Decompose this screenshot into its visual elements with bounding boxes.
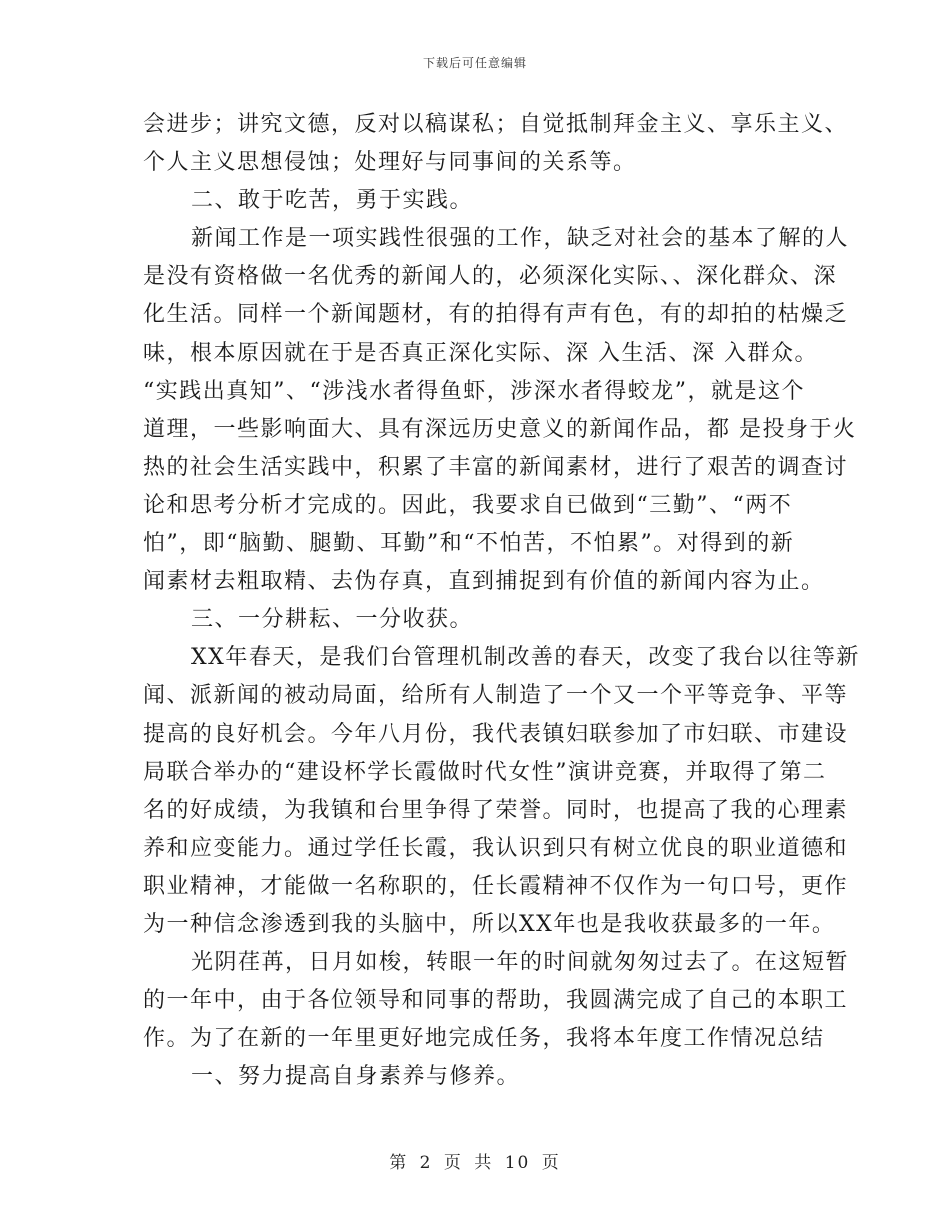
text-line: 提高的良好机会。今年八月份，我代表镇妇联参加了市妇联、市建设 bbox=[143, 721, 849, 747]
text-line: 养和应变能力。通过学任长霞，我认识到只有树立优良的职业道德和 bbox=[143, 835, 849, 861]
text-line: 个人主义思想侵蚀；处理好与同事间的关系等。 bbox=[143, 150, 637, 176]
text-line: 局联合举办的“建设杯学长霞做时代女性”演讲竞赛，并取得了第二 bbox=[143, 759, 827, 785]
text-line: 论和思考分析才完成的。因此，我要求自已做到“三勤”、“两不 bbox=[143, 492, 793, 518]
text-line: 名的好成绩，为我镇和台里争得了荣誉。同时，也提高了我的心理素 bbox=[143, 797, 849, 823]
text-line: 新闻工作是一项实践性很强的工作，缺乏对社会的基本了解的人 bbox=[191, 226, 850, 252]
text-line: 一、努力提高自身素养与修养。 bbox=[191, 1064, 521, 1090]
text-line: 味，根本原因就在于是否真正深化实际、深 入生活、深 入群众。 bbox=[143, 340, 818, 366]
text-line: 怕”，即“脑勤、腿勤、耳勤”和“不怕苦，不怕累”。对得到的新 bbox=[143, 531, 795, 557]
text-line: 是没有资格做一名优秀的新闻人的，必须深化实际、、深化群众、深 bbox=[143, 264, 838, 290]
text-line: 闻素材去粗取精、去伪存真，直到捕捉到有价值的新闻内容为止。 bbox=[143, 569, 825, 595]
text-line: XX年春天，是我们台管理机制改善的春天，改变了我台以往等新 bbox=[191, 645, 860, 671]
text-line: 光阴荏苒，日月如梭，转眼一年的时间就匆匆过去了。在这短暂 bbox=[191, 950, 850, 976]
page-header: 下载后可任意编辑 bbox=[422, 56, 527, 70]
text-line: 为一种信念渗透到我的头脑中，所以XX年也是我收获最多的一年。 bbox=[143, 911, 836, 937]
document-body bbox=[143, 106, 860, 1096]
text-line: 二、敢于吃苦，勇于实践。 bbox=[191, 188, 474, 214]
text-line: 闻、派新闻的被动局面，给所有人制造了一个又一个平等竞争、平等 bbox=[143, 683, 849, 709]
text-line: 作。为了在新的一年里更好地完成任务，我将本年度工作情况总结 bbox=[143, 1026, 825, 1052]
text-line: 热的社会生活实践中，积累了丰富的新闻素材，进行了艰苦的调查讨 bbox=[143, 454, 849, 480]
text-line: 道理，一些影响面大、具有深远历史意义的新闻作品，都 是投身于火 bbox=[143, 416, 857, 442]
text-line: 化生活。同样一个新闻题材，有的拍得有声有色，有的却拍的枯燥乏 bbox=[143, 302, 849, 328]
text-line: 会进步；讲究文德，反对以稿谋私；自觉抵制拜金主义、享乐主义、 bbox=[143, 112, 849, 137]
text-line: 的一年中，由于各位领导和同事的帮助，我圆满完成了自己的本职工 bbox=[143, 988, 849, 1014]
text-line: 三、一分耕耘、一分收获。 bbox=[191, 607, 474, 633]
page-number-footer: 第 2 页 共 10 页 bbox=[389, 1153, 561, 1173]
text-line: 职业精神，才能做一名称职的，任长霞精神不仅作为一句口号，更作 bbox=[143, 873, 849, 899]
text-line: “实践出真知”、“涉浅水者得鱼虾，涉深水者得蛟龙”，就是这个 bbox=[143, 378, 805, 404]
